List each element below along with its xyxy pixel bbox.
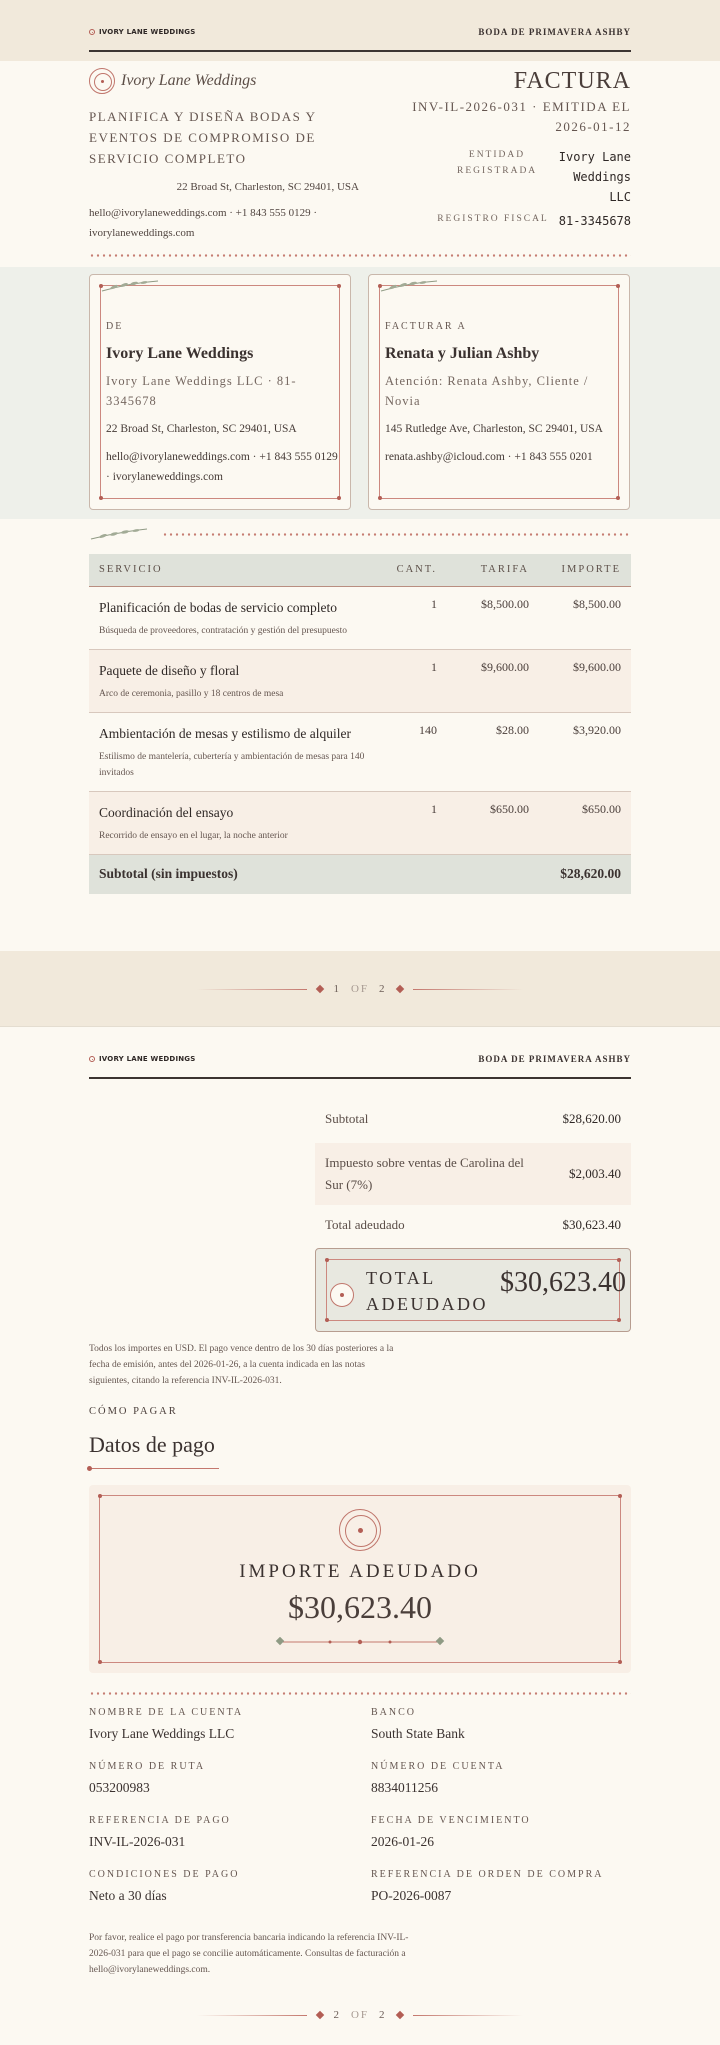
invoice-block xyxy=(371,68,631,231)
service-desc: Búsqueda de proveedores, contratación y gestión del presupuesto xyxy=(99,625,347,636)
ornament-divider-icon xyxy=(275,1637,445,1647)
page-header xyxy=(0,1027,720,1088)
title-underline xyxy=(89,1468,219,1469)
ring-logo-icon xyxy=(89,68,115,94)
field-payment-terms: CONDICIONES DE PAGO Neto a 30 días xyxy=(89,1869,240,1903)
service-desc: Arco de ceremonia, pasillo y 18 centros de mesa xyxy=(99,688,284,699)
field-routing-number: NÚMERO DE RUTA 053200983 xyxy=(89,1761,206,1795)
subtotal-label: Subtotal (sin impuestos) xyxy=(89,854,539,894)
subtotal-value: $28,620.00 xyxy=(539,854,631,894)
amount-cell: $9,600.00 xyxy=(539,649,631,712)
sprig-icon xyxy=(100,279,160,293)
from-address: 22 Broad St, Charleston, SC 29401, USA xyxy=(106,423,297,435)
service-title: Paquete de diseño y floral xyxy=(99,662,240,678)
tax-registration xyxy=(371,211,631,231)
table-row xyxy=(89,791,631,854)
payment-title: Datos de pago xyxy=(89,1432,215,1457)
from-contact: hello@ivorylaneweddings.com · +1 843 555 0129 · ivorylaneweddings.com xyxy=(106,451,338,483)
service-title: Coordinación del ensayo xyxy=(99,804,234,820)
table-header-row xyxy=(89,554,631,586)
company-block xyxy=(89,68,359,243)
grand-total-value: $30,623.40 xyxy=(500,1267,626,1298)
dotted-divider xyxy=(162,533,631,536)
amount-due-label: IMPORTE ADEUDADO xyxy=(239,1561,481,1582)
totals-subtotal: Subtotal $28,620.00 xyxy=(325,1111,621,1126)
qty-cell: 1 xyxy=(377,586,447,649)
rate-cell: $28.00 xyxy=(447,712,539,791)
bill-to-address: 145 Rutledge Ave, Charleston, SC 29401, USA xyxy=(385,423,603,435)
entity-label: ENTIDAD REGISTRADA xyxy=(457,150,538,176)
subtotal-row xyxy=(89,854,631,894)
qty-cell: 140 xyxy=(377,712,447,791)
amount-due-value: $30,623.40 xyxy=(288,1589,432,1625)
totals-tax: Impuesto sobre ventas de Carolina del Sur (7%) $2,003.40 xyxy=(315,1143,631,1205)
rate-cell: $9,600.00 xyxy=(447,649,539,712)
col-rate: TARIFA xyxy=(447,554,539,586)
diamond-icon xyxy=(316,2011,324,2019)
page-of: OF xyxy=(350,2009,370,2021)
from-card xyxy=(89,274,351,510)
page-header xyxy=(0,0,720,61)
company-tagline: PLANIFICA Y DISEÑA BODAS Y EVENTOS DE COMPROMISO DE SERVICIO COMPLETO xyxy=(89,109,317,166)
bill-to-contact: renata.ashby@icloud.com · +1 843 555 0201 xyxy=(385,451,593,463)
field-bank: BANCO South State Bank xyxy=(371,1707,465,1741)
amount-cell: $3,920.00 xyxy=(539,712,631,791)
field-account-name: NOMBRE DE LA CUENTA Ivory Lane Weddings LLC xyxy=(89,1707,244,1741)
bill-to-name: Renata y Julian Ashby xyxy=(385,345,540,362)
bill-to-attention: Atención: Renata Ashby, Cliente / Novia xyxy=(385,374,589,408)
tax-value: 81-3345678 xyxy=(558,214,631,228)
col-qty: CANT. xyxy=(377,554,447,586)
table-row xyxy=(89,649,631,712)
page-of: OF xyxy=(350,983,370,995)
page-current: 1 xyxy=(333,983,341,995)
line-items-table xyxy=(89,554,631,894)
header-brand: IVORY LANE WEDDINGS xyxy=(89,1055,196,1063)
header-brand: IVORY LANE WEDDINGS xyxy=(89,28,196,36)
sprig-icon xyxy=(379,279,439,293)
header-rule xyxy=(89,50,631,52)
company-address: 22 Broad St, Charleston, SC 29401, USA xyxy=(176,181,359,193)
table-row xyxy=(89,712,631,791)
grand-total-label: TOTAL ADEUDADO xyxy=(366,1268,488,1314)
amount-cell: $650.00 xyxy=(539,791,631,854)
page-total: 2 xyxy=(379,2009,387,2021)
company-contact: hello@ivorylaneweddings.com · +1 843 555 0129 · ivorylaneweddings.com xyxy=(89,207,318,239)
field-account-number: NÚMERO DE CUENTA 8834011256 xyxy=(371,1761,505,1795)
from-label: DE xyxy=(106,321,124,332)
payment-footnote: Por favor, realice el pago por transferencia bancaria indicando la referencia INV-IL-2026-031 para que el pago se concilie automáticamente. Consultas de facturación a hello@ivorylaneweddings.com. xyxy=(89,1933,409,1975)
field-due-date: FECHA DE VENCIMIENTO 2026-01-26 xyxy=(371,1815,531,1849)
diamond-icon xyxy=(395,985,403,993)
rate-cell: $650.00 xyxy=(447,791,539,854)
amount-due-box xyxy=(89,1485,631,1673)
seal-icon xyxy=(330,1283,354,1307)
how-to-pay-label: CÓMO PAGAR xyxy=(89,1406,178,1417)
service-title: Ambientación de mesas y estilismo de alquiler xyxy=(99,725,351,741)
col-amount: IMPORTE xyxy=(539,554,631,586)
totals-total: Total adeudado $30,623.40 xyxy=(325,1217,621,1232)
field-po-reference: REFERENCIA DE ORDEN DE COMPRA PO-2026-0087 xyxy=(371,1869,604,1903)
dotted-divider xyxy=(89,1692,631,1695)
payment-fields xyxy=(89,1707,631,1923)
dotted-divider xyxy=(89,254,631,257)
tax-label: REGISTRO FISCAL xyxy=(437,214,549,224)
totals-block xyxy=(315,1101,631,1245)
service-desc: Estilismo de mantelería, cubertería y ambientación de mesas para 140 invitados xyxy=(99,751,365,778)
logo-name: Ivory Lane Weddings xyxy=(121,72,257,89)
logo-mark-icon xyxy=(89,1056,95,1062)
from-entity: Ivory Lane Weddings LLC · 81-3345678 xyxy=(106,374,297,408)
grand-total-box xyxy=(315,1248,631,1332)
company-logo xyxy=(89,68,359,94)
bill-to-label: FACTURAR A xyxy=(385,321,467,332)
medallion-icon xyxy=(339,1509,381,1551)
from-name: Ivory Lane Weddings xyxy=(106,345,254,362)
header-rule xyxy=(89,1077,631,1079)
header-event: BODA DE PRIMAVERA ASHBY xyxy=(478,1054,631,1064)
diamond-icon xyxy=(395,2011,403,2019)
service-desc: Recorrido de ensayo en el lugar, la noche anterior xyxy=(99,830,288,841)
terms-note: Todos los importes en USD. El pago vence dentro de los 30 días posteriores a la fecha de emisión, antes del 2026-01-26, a la cuenta indicada en las notas siguientes, citando la referencia INV-IL-2026-031. xyxy=(89,1344,394,1386)
header-event: BODA DE PRIMAVERA ASHBY xyxy=(478,27,631,37)
service-title: Planificación de bodas de servicio completo xyxy=(99,599,338,615)
col-service: SERVICIO xyxy=(89,554,377,586)
rate-cell: $8,500.00 xyxy=(447,586,539,649)
diamond-icon xyxy=(316,985,324,993)
page-current: 2 xyxy=(333,2009,341,2021)
entity-value: Ivory Lane Weddings LLC xyxy=(558,150,631,204)
qty-cell: 1 xyxy=(377,649,447,712)
amount-cell: $8,500.00 xyxy=(539,586,631,649)
field-payment-reference: REFERENCIA DE PAGO INV-IL-2026-031 xyxy=(89,1815,231,1849)
page-total: 2 xyxy=(379,983,387,995)
bill-to-card xyxy=(368,274,630,510)
qty-cell: 1 xyxy=(377,791,447,854)
invoice-title: FACTURA xyxy=(513,68,631,94)
registered-entity xyxy=(371,147,631,207)
page-indicator xyxy=(0,2009,720,2021)
logo-mark-icon xyxy=(89,29,95,35)
sprig-icon xyxy=(89,526,149,542)
table-row xyxy=(89,586,631,649)
page-indicator xyxy=(0,983,720,995)
invoice-meta: INV-IL-2026-031 · EMITIDA EL 2026-01-12 xyxy=(412,99,631,134)
